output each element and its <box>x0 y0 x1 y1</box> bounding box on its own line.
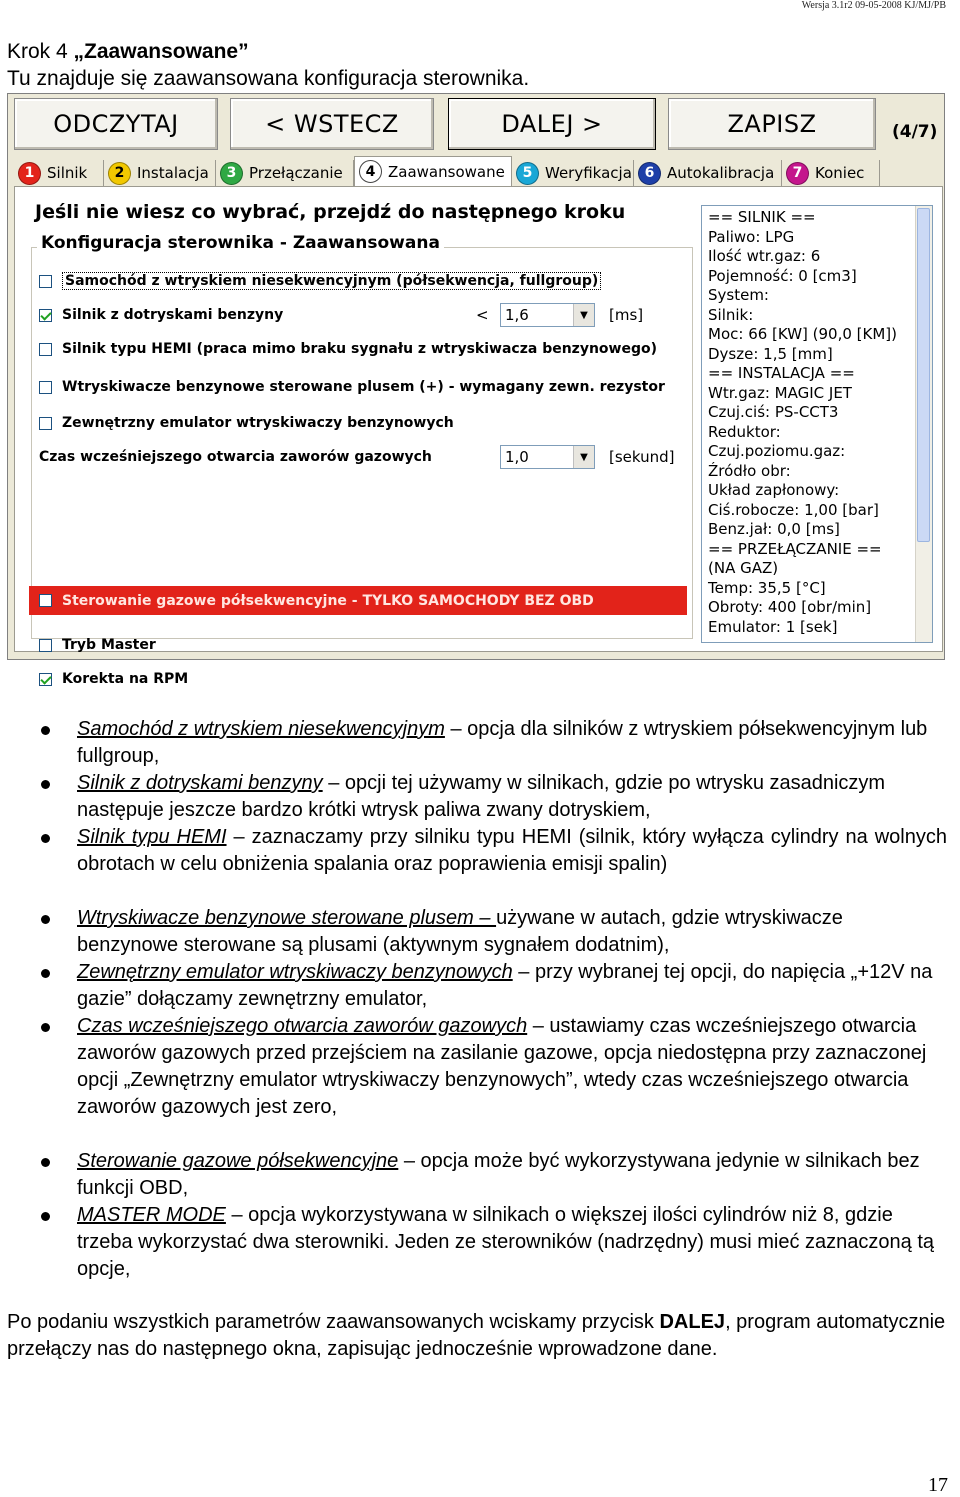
tab-koniec[interactable] <box>782 160 880 186</box>
list-item <box>77 1202 947 1283</box>
tab-autokalibracja[interactable] <box>634 160 782 186</box>
list-item <box>77 1148 947 1202</box>
bullet-icon <box>41 1158 50 1167</box>
closing-paragraph <box>7 1309 947 1363</box>
early-open-label <box>39 446 432 468</box>
bullet-icon <box>41 969 50 978</box>
scrollbar-thumb[interactable] <box>917 208 930 542</box>
next-button[interactable]: DALEJ > <box>448 98 656 150</box>
list-item <box>77 959 947 1013</box>
save-button[interactable]: ZAPISZ <box>668 98 876 150</box>
list-text: – opcja wykorzystywana w silnikach o większej ilości cylindrów niż 8, gdzie trzeba wykorzystać dwa sterowniki. Jeden ze sterowników (nadrzędny) musi mieć zaznaczoną tą opcje, <box>77 1204 935 1280</box>
tab-label: Zaawansowane <box>388 162 505 181</box>
summary-line: Ciś.robocze: 1,00 [bar] <box>708 500 879 519</box>
list-term: Czas wcześniejszego otwarcia zaworów gazowych <box>77 1015 528 1037</box>
summary-line: Paliwo: LPG <box>708 227 795 246</box>
list-item <box>77 824 947 878</box>
list-item <box>77 905 947 959</box>
select-value: 1,6 <box>505 306 529 324</box>
tab-zaawansowane[interactable] <box>354 156 512 186</box>
tab-label: Instalacja <box>137 164 209 182</box>
summary-line: Benz.jał: 0,0 [ms] <box>708 520 840 538</box>
closing-text: Po podaniu wszystkich parametrów zaawansowanych wciskamy przycisk <box>7 1311 660 1333</box>
summary-line: Moc: 66 [KW] (90,0 [KM]) <box>708 325 898 343</box>
summary-line: Źródło obr: <box>708 461 791 480</box>
list-text: – opcji tej używamy w silnikach, gdzie po wtrysku zasadniczym następuje jeszcze bardzo krótki wtrysk paliwa zwany dotryskiem, <box>77 772 886 821</box>
option-label: Zewnętrzny emulator wtryskiwaczy benzynowych <box>62 415 454 431</box>
list-item <box>77 716 947 770</box>
option-nonsequential[interactable] <box>39 270 601 292</box>
list-text: – zaznaczamy przy silniku typu HEMI (silnik, który wyłącza cylindry na wolnych obrotach w celu obniżenia spalania oraz poprawienia emisji spalin) <box>77 826 947 875</box>
step-heading <box>7 40 249 64</box>
chevron-down-icon[interactable]: ▼ <box>573 446 594 468</box>
list-text: – opcja może być wykorzystywana jedynie w silnikach bez funkcji OBD, <box>77 1150 920 1199</box>
list-term: Samochód z wtryskiem niesekwencyjnym <box>77 718 445 740</box>
option-label: Tryb Master <box>62 637 156 653</box>
list-term: Sterowanie gazowe półsekwencyjne <box>77 1150 399 1172</box>
tab-label: Koniec <box>815 164 865 182</box>
back-button[interactable]: < WSTECZ <box>230 98 434 150</box>
chevron-down-icon[interactable]: ▼ <box>573 304 594 326</box>
configurator-window <box>7 93 945 687</box>
list-text: – przy wybranej tej opcji, do napięcia „+12V na gazie” dołączamy zewnętrzny emulator, <box>77 961 933 1010</box>
less-than-sign: < <box>476 306 489 324</box>
semisequential-highlight[interactable] <box>29 586 687 615</box>
option-external-emulator[interactable] <box>39 412 454 434</box>
checkbox[interactable] <box>39 309 52 322</box>
option-label: Samochód z wtryskiem niesekwencyjnym (półsekwencja, fullgroup) <box>62 272 601 290</box>
tab-number-badge: 6 <box>638 162 661 185</box>
summary-listbox[interactable] <box>701 205 933 643</box>
list-item <box>77 1013 947 1121</box>
unit-label: [sekund] <box>609 448 675 466</box>
closing-text: , program automatycznie przełączy nas do następnego okna, zapisując jednocześnie wprowadzone dane. <box>7 1311 946 1360</box>
summary-line: == SILNIK == <box>708 208 816 226</box>
summary-line: Temp: 35,5 [°C] <box>708 578 826 597</box>
option-label: Silnik z dotryskami benzyny <box>62 307 284 323</box>
bullet-icon <box>41 834 50 843</box>
bullet-icon <box>41 780 50 789</box>
step-subtitle: Tu znajduje się zaawansowana konfiguracja sterownika. <box>7 67 530 90</box>
early-open-select[interactable] <box>500 445 595 469</box>
list-text: – ustawiamy czas wcześniejszego otwarcia zaworów gazowych przed przejściem na zasilanie gazowe, opcja niedostępna przy zaznaczonej opcji „Zewnętrzny emulator wtryskiwaczy benzynowych”, wtedy czas wcześniejszego otwarcia zaworów gazowych jest zero, <box>77 1015 927 1118</box>
tab-instalacja[interactable] <box>104 160 216 186</box>
list-term: Silnik z dotryskami benzyny <box>77 772 323 794</box>
summary-line: Reduktor: <box>708 422 781 441</box>
checkbox[interactable] <box>39 275 52 288</box>
summary-line: Czuj.poziomu.gaz: <box>708 442 846 460</box>
select-value: 1,0 <box>505 448 529 466</box>
tab-label: Przełączanie <box>249 164 343 182</box>
summary-line: Układ zapłonowy: <box>708 481 840 499</box>
tab-number-badge: 1 <box>18 162 41 185</box>
option-rpm-correction[interactable] <box>39 668 188 690</box>
checkbox[interactable] <box>39 417 52 430</box>
tab-label: Autokalibracja <box>667 164 775 182</box>
summary-line: (NA GAZ) <box>708 559 779 577</box>
option-label: Sterowanie gazowe półsekwencyjne - TYLKO SAMOCHODY BEZ OBD <box>62 592 594 609</box>
step-prefix: Krok 4 <box>7 40 68 63</box>
tab-label: Weryfikacja <box>545 164 632 182</box>
summary-line: Dysze: 1,5 [mm] <box>708 344 833 363</box>
tab-number-badge: 4 <box>359 160 382 183</box>
summary-line: == PRZEŁĄCZANIE == <box>708 539 882 558</box>
summary-line: Pojemność: 0 [cm3] <box>708 266 857 285</box>
option-label: Czas wcześniejszego otwarcia zaworów gazowych <box>39 449 432 465</box>
scrollbar[interactable] <box>915 206 932 642</box>
option-label: Silnik typu HEMI (praca mimo braku sygnału z wtryskiwacza benzynowego) <box>62 341 657 357</box>
group-title: Konfiguracja sterownika - Zaawansowana <box>37 233 444 253</box>
checkbox[interactable] <box>39 639 52 652</box>
option-master-mode[interactable] <box>39 634 156 656</box>
read-button[interactable]: ODCZYTAJ <box>14 98 218 150</box>
bullet-icon <box>41 726 50 735</box>
tab-number-badge: 5 <box>516 162 539 185</box>
summary-line: Silnik: <box>708 305 754 324</box>
tab-label: Silnik <box>47 164 88 182</box>
checkbox[interactable] <box>39 673 52 686</box>
summary-line: == INSTALACJA == <box>708 364 855 382</box>
summary-line: Obroty: 400 [obr/min] <box>708 598 872 616</box>
version-stamp: Wersja 3.1r2 09-05-2008 KJ/MJ/PB <box>801 0 946 11</box>
checkbox[interactable] <box>39 343 52 356</box>
checkbox[interactable] <box>39 381 52 394</box>
tab-number-badge: 2 <box>108 162 131 185</box>
bullet-icon <box>41 1023 50 1032</box>
advanced-panel <box>14 186 943 687</box>
option-dotrysk[interactable] <box>39 304 283 326</box>
unit-label: [ms] <box>609 306 644 324</box>
closing-button-name: DALEJ <box>659 1311 726 1333</box>
bullet-icon <box>41 1212 50 1221</box>
option-hemi[interactable] <box>39 338 657 360</box>
tab-number-badge: 3 <box>220 162 243 185</box>
bullet-icon <box>41 915 50 924</box>
list-text: używane w autach, gdzie wtryskiwacze benzynowe sterowane są plusami (aktywnym sygnałem dodatnim), <box>77 907 843 956</box>
summary-line: Czuj.ciś: PS-CCT3 <box>708 403 839 421</box>
option-label: Korekta na RPM <box>62 671 189 687</box>
page-number: 17 <box>928 1474 948 1496</box>
tab-przelaczanie[interactable] <box>216 160 354 186</box>
option-plus-controlled[interactable] <box>39 376 665 398</box>
checkbox[interactable] <box>39 594 52 607</box>
list-text: – opcja dla silników z wtryskiem półsekwencyjnym lub fullgroup, <box>77 718 928 767</box>
summary-line: Emulator: 1 [sek] <box>708 617 838 636</box>
warning-title: Jeśli nie wiesz co wybrać, przejdź do następnego kroku <box>35 201 626 223</box>
list-term: Silnik typu HEMI <box>77 826 227 848</box>
summary-line: System: <box>708 286 769 304</box>
summary-lines <box>708 208 932 637</box>
list-term: Wtryskiwacze benzynowe sterowane plusem – <box>77 907 497 929</box>
summary-line: Wtr.gaz: MAGIC JET <box>708 383 852 402</box>
step-title: „Zaawansowane” <box>73 40 249 63</box>
tab-number-badge: 7 <box>786 162 809 185</box>
dotrysk-select[interactable] <box>500 303 595 327</box>
list-term: Zewnętrzny emulator wtryskiwaczy benzynowych <box>77 961 513 983</box>
tab-weryfikacja[interactable] <box>512 160 634 186</box>
summary-line: Ilość wtr.gaz: 6 <box>708 247 821 265</box>
list-item <box>77 770 947 824</box>
option-label: Wtryskiwacze benzynowe sterowane plusem (+) - wymagany zewn. rezystor <box>62 379 665 395</box>
page-counter: (4/7) <box>892 122 938 142</box>
list-term: MASTER MODE <box>77 1204 226 1226</box>
tab-strip <box>14 156 880 186</box>
tab-silnik[interactable] <box>14 160 104 186</box>
